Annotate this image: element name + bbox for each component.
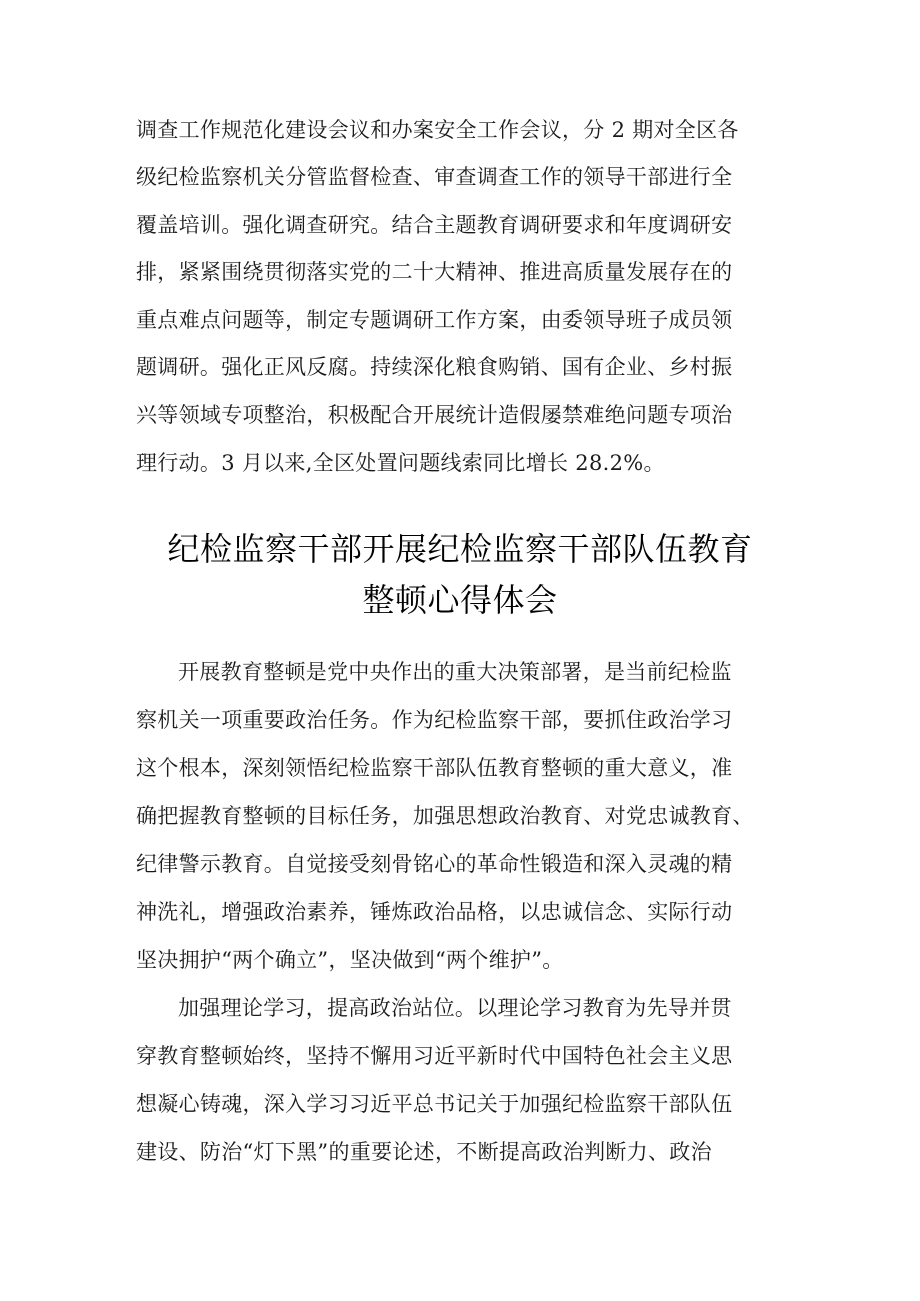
paragraph-line: 开展教育整顿是党中央作出的重大决策部署，是当前纪检监 [178, 660, 732, 684]
paragraph-line: 穿教育整顿始终，坚持不懈用习近平新时代中国特色社会主义思 [136, 1044, 733, 1068]
paragraph-line: 察机关一项重要政治任务。作为纪检监察干部，要抓住政治学习 [136, 708, 733, 732]
paragraph-line: 纪律警示教育。自觉接受刻骨铭心的革命性锻造和深入灵魂的精 [136, 852, 733, 876]
intro-line: 排，紧紧围绕贯彻落实党的二十大精神、推进高质量发展存在的 [136, 260, 733, 284]
paragraph-line: 这个根本，深刻领悟纪检监察干部队伍教育整顿的重大意义，准 [136, 756, 733, 780]
intro-line: 兴等领域专项整治，积极配合开展统计造假屡禁难绝问题专项治 [136, 403, 733, 427]
intro-line: 级纪检监察机关分管监督检查、审查调查工作的领导干部进行全 [136, 165, 733, 189]
article-title-line1: 纪检监察干部开展纪检监察干部队伍教育 [167, 530, 753, 568]
intro-line: 理行动。3 月以来,全区处置问题线索同比增长 28.2%。 [136, 451, 665, 475]
paragraph-line: 确把握教育整顿的目标任务，加强思想政治教育、对党忠诚教育、 [136, 804, 754, 828]
paragraph-line: 建设、防治“灯下黑”的重要论述，不断提高政治判断力、政治 [136, 1140, 712, 1164]
intro-line: 重点难点问题等，制定专题调研工作方案，由委领导班子成员领 [136, 308, 733, 332]
paragraph-line: 加强理论学习，提高政治站位。以理论学习教育为先导并贯 [178, 996, 732, 1020]
intro-line: 覆盖培训。强化调查研究。结合主题教育调研要求和年度调研安 [136, 213, 733, 237]
intro-line: 题调研。强化正风反腐。持续深化粮食购销、国有企业、乡村振 [136, 355, 733, 379]
paragraph-line: 神洗礼，增强政治素养，锤炼政治品格，以忠诚信念、实际行动 [136, 900, 733, 924]
article-title-line2: 整顿心得体会 [362, 581, 558, 619]
paragraph-line: 想凝心铸魂，深入学习习近平总书记关于加强纪检监察干部队伍 [136, 1092, 733, 1116]
paragraph-line: 坚决拥护“两个确立”，坚决做到“两个维护”。 [136, 948, 564, 972]
intro-line: 调查工作规范化建设会议和办案安全工作会议，分 2 期对全区各 [136, 118, 739, 142]
